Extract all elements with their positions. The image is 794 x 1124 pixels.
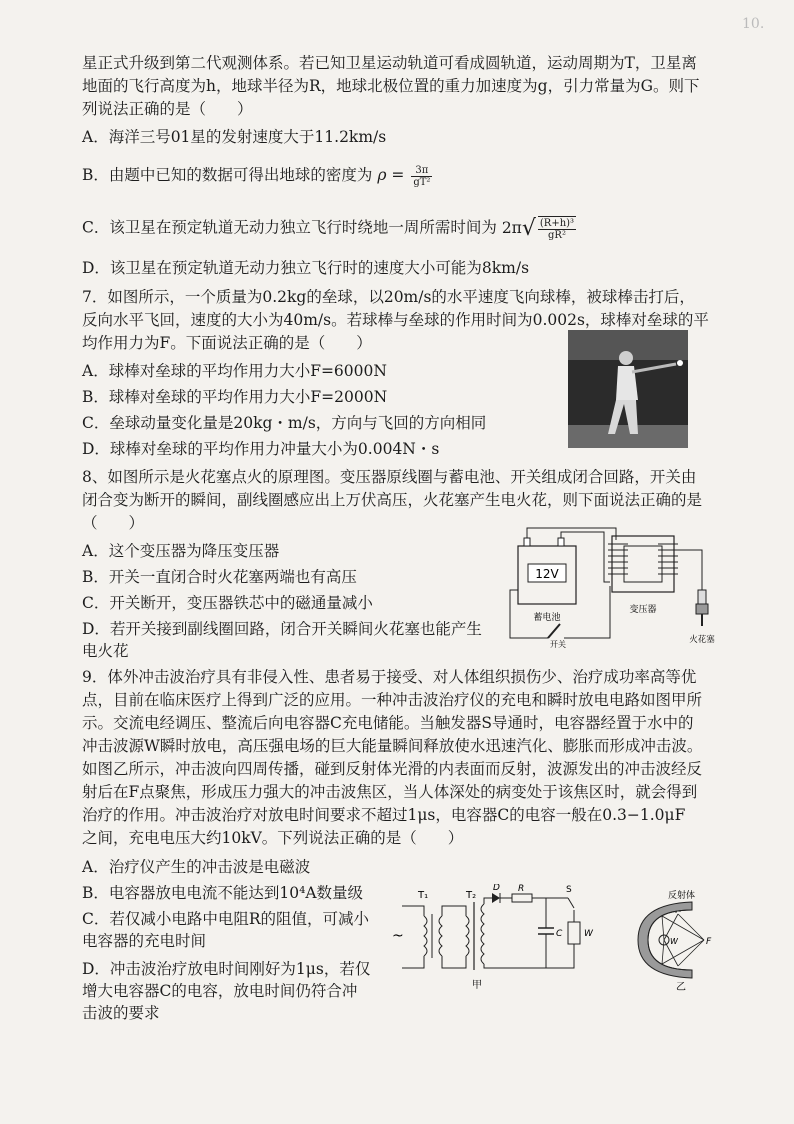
q9-line-5: 如图乙所示，冲击波向四周传播，碰到反射体光滑的内表面而反射，波源发出的冲击波经反 (82, 760, 703, 778)
battery-label: 蓄电池 (533, 613, 561, 623)
q6-line-2: 地面的飞行高度为h，地球半径为R，地球北极位置的重力加速度为g，引力常量为G。则下 (82, 77, 700, 95)
transformer-label: 变压器 (629, 605, 657, 615)
spark-plug-label: 火花塞 (689, 635, 715, 645)
trigger-switch-label: S (566, 885, 572, 895)
q6-option-d: D．该卫星在预定轨道无动力独立飞行时的速度大小可能为8km/s (82, 259, 530, 277)
q6-line-1: 星正式升级到第二代观测体系。若已知卫星运动轨道可看成圆轨道，运动周期为T，卫星离 (82, 54, 697, 72)
wire-input-bottom (402, 956, 424, 968)
q9-line-6: 射后在F点聚焦，形成压力强大的冲击波焦区，当人体深处的病变处于该焦区时，就会得到 (82, 783, 698, 801)
q7-option-c: C．垒球动量变化量是20kg・m/s，方向与飞回的方向相同 (82, 414, 487, 432)
q9-line-7: 治疗的作用。冲击波治疗对放电时间要求不超过1μs，电容器C的电容一般在0.3−1.0μF (82, 806, 686, 824)
q8-line-2: 闭合变为断开的瞬间，副线圈感应出上万伏高压，火花塞产生电火花，则下面说法正确的是 (82, 491, 703, 509)
switch-lever (548, 624, 560, 638)
capacitor-label: C (556, 929, 563, 939)
density-fraction (411, 165, 432, 188)
density-denominator: gT² (413, 176, 431, 188)
q7-option-a: A．球棒对垒球的平均作用力大小F=6000N (82, 362, 387, 380)
q7-line-3: 均作用力为F。下面说法正确的是（ ） (82, 334, 372, 352)
period-denominator: gR² (548, 230, 566, 241)
period-formula (501, 215, 578, 241)
q8-option-b: B．开关一直闭合时火花塞两端也有高压 (82, 568, 357, 586)
density-formula (377, 164, 434, 188)
wave-source-label: W (670, 937, 678, 946)
shock-source-icon (568, 922, 580, 944)
reflector-figure (632, 884, 728, 994)
t2-secondary-coil (481, 904, 484, 964)
q9-option-d: D．冲击波治疗放电时间刚好为1μs，若仅 (82, 960, 371, 978)
wire-input-top (402, 906, 424, 916)
q6-option-b (82, 164, 434, 188)
q9-option-d-cont2: 击波的要求 (82, 1004, 160, 1022)
t1-label: T₁ (418, 890, 429, 901)
diode-label: D (493, 884, 500, 893)
charging-circuit-figure (388, 884, 610, 994)
diode-icon (492, 893, 500, 903)
softball (677, 360, 683, 366)
q9-option-a: A．治疗仪产生的冲击波是电磁波 (82, 858, 311, 876)
q8-option-c: C．开关断开，变压器铁芯中的磁通量减小 (82, 594, 373, 612)
q7-line-2: 反向水平飞回，速度的大小为40m/s。若球棒与垒球的作用时间为0.002s，球棒对垒球的平 (82, 311, 709, 329)
reflector-shell (638, 902, 692, 978)
sqrt-icon: √ (521, 215, 536, 241)
q8-line-1: 8、如图所示是火花塞点火的原理图。变压器原线圈与蓄电池、开关组成闭合回路，开关由 (82, 468, 697, 486)
spark-plug-top (698, 590, 706, 604)
period-prefix: 2π (501, 218, 522, 237)
wire-secondary (678, 550, 702, 590)
density-symbol: ρ = (377, 166, 405, 184)
q8-line-3: （ ） (82, 514, 145, 532)
q9-line-1: 9．体外冲击波治疗具有非侵入性、患者易于接受、对人体组织损伤少、治疗成功率高等优 (82, 668, 697, 686)
period-fraction (538, 216, 576, 241)
q7-option-b: B．球棒对垒球的平均作用力大小F=2000N (82, 388, 388, 406)
q6-option-c-text: C．该卫星在预定轨道无动力独立飞行时绕地一周所需时间为 (82, 218, 497, 237)
resistor-icon (512, 894, 532, 902)
q7-line-1: 7．如图所示，一个质量为0.2kg的垒球，以20m/s的水平速度飞向球棒，被球棒击打后， (82, 288, 695, 306)
battery-terminal-left (524, 538, 530, 546)
battery-terminal-right (558, 538, 564, 546)
q8-option-d: D．若开关接到副线圈回路，闭合开关瞬间火花塞也能产生 (82, 620, 482, 638)
density-numerator: 3π (411, 165, 432, 177)
batter-head (619, 351, 633, 365)
q9-option-c-cont: 电容器的充电时间 (82, 932, 207, 950)
switch-label: 开关 (550, 640, 566, 649)
spark-plug-body (696, 604, 708, 614)
q6-line-3: 列说法正确的是（ ） (82, 100, 253, 118)
reflected-rays (662, 914, 704, 966)
q9-line-3: 示。交流电经调压、整流后向电容器C充电储能。当触发器S导通时，电容器经置于水中的 (82, 714, 694, 732)
q9-line-2: 点，目前在临床医疗上得到广泛的应用。一种冲击波治疗仪的充电和瞬时放电电路如图甲所 (82, 691, 703, 709)
corner-page-mark: 10. (742, 16, 765, 32)
t2-primary-coil (466, 916, 469, 956)
figure-jia-caption: 甲 (472, 980, 482, 991)
ac-source-icon: ~ (392, 928, 404, 944)
t1-secondary-coil (439, 916, 442, 956)
reflector-label: 反射体 (668, 891, 696, 901)
q6-option-b-text: B．由题中已知的数据可得出地球的密度为 (82, 166, 373, 184)
figure-yi-caption: 乙 (676, 982, 686, 993)
resistor-label: R (518, 884, 525, 894)
batter-photo (568, 330, 688, 448)
t2-label: T₂ (466, 890, 477, 901)
q7-option-d: D．球棒对垒球的平均作用力冲量大小为0.004N・s (82, 440, 440, 458)
t1-primary-coil (424, 916, 427, 956)
q9-line-8: 之间，充电电压大约10kV。下列说法正确的是（ ） (82, 829, 464, 847)
q9-option-c: C．若仅减小电路中电阻R的阻值，可减小 (82, 910, 370, 928)
trigger-switch-icon (568, 898, 574, 908)
battery-voltage: 12V (535, 567, 559, 581)
ignition-circuit-figure (492, 520, 732, 650)
q8-option-d-cont: 电火花 (82, 642, 129, 660)
shock-source-label: W (584, 929, 593, 939)
transformer-coils (608, 544, 678, 574)
period-numerator: (R+h)³ (539, 218, 575, 229)
focus-label: F (706, 937, 712, 947)
q9-option-d-cont1: 增大电容器C的电容，放电时间仍符合冲 (82, 982, 358, 1000)
q9-line-4: 冲击波源W瞬时放电，高压强电场的巨大能量瞬间释放使水迅速汽化、膨胀而形成冲击波。 (82, 737, 703, 755)
transformer-window (624, 546, 662, 582)
q8-option-a: A．这个变压器为降压变压器 (82, 542, 280, 560)
q9-option-b: B．电容器放电电流不能达到10⁴A数量级 (82, 884, 364, 902)
wire-battery-to-primary (527, 528, 616, 540)
q6-option-a: A．海洋三号01星的发射速度大于11.2km/s (82, 128, 387, 146)
q6-option-c (82, 216, 578, 241)
